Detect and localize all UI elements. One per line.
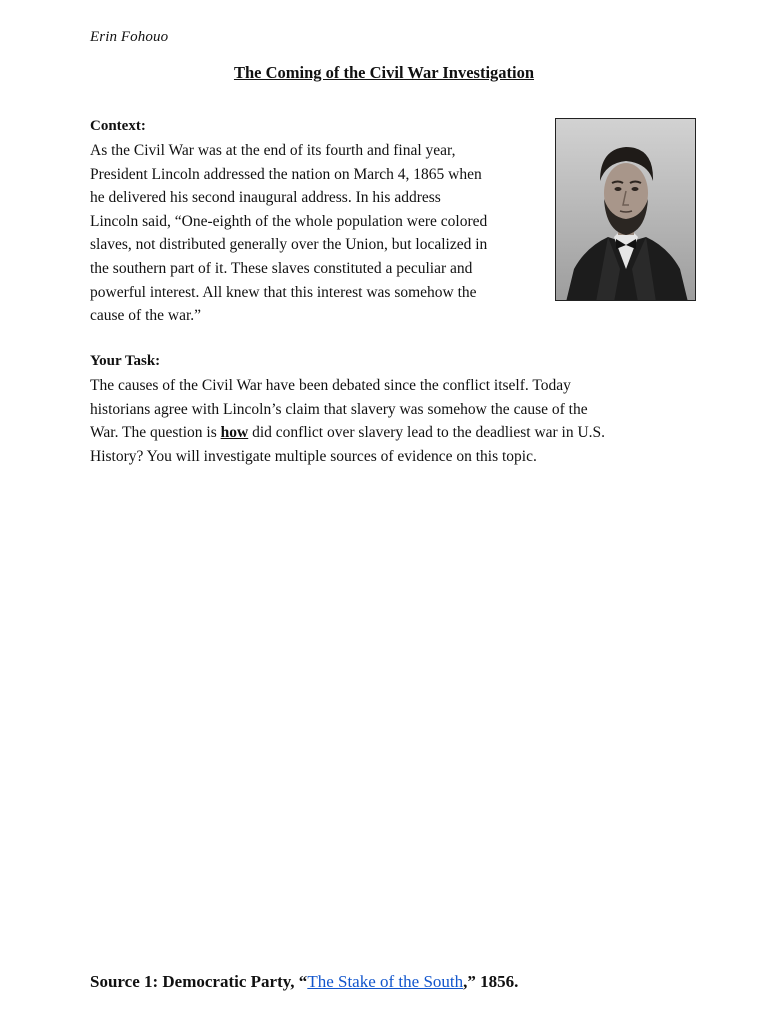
context-line: slaves, not distributed generally over the Union, but localized in <box>90 236 488 254</box>
context-line: he delivered his second inaugural address. In his address <box>90 189 441 207</box>
source-link[interactable]: The Stake of the South <box>307 972 464 991</box>
context-line: powerful interest. All knew that this interest was somehow the <box>90 283 477 301</box>
emphasized-word: how <box>220 424 249 442</box>
source-prefix: Source 1: Democratic Party, “ <box>90 972 308 991</box>
context-label: Context: <box>90 118 146 134</box>
context-line: Lincoln said, “One-eighth of the whole population were colored <box>90 212 488 230</box>
task-line: The causes of the Civil War have been debated since the conflict itself. Today <box>90 377 571 394</box>
task-line-text: War. The question is <box>90 424 221 442</box>
task-paragraph <box>90 374 690 468</box>
context-line: the southern part of it. These slaves constituted a peculiar and <box>90 259 473 277</box>
context-line: President Lincoln addressed the nation on March 4, 1865 when <box>90 165 482 183</box>
document-title: The Coming of the Civil War Investigation <box>233 63 535 82</box>
lincoln-portrait-image <box>555 118 696 301</box>
portrait-icon <box>556 119 696 301</box>
context-paragraph <box>90 139 552 328</box>
source-1-heading <box>90 972 518 992</box>
task-label: Your Task: <box>90 353 161 369</box>
context-line: cause of the war.” <box>90 307 202 325</box>
context-line: As the Civil War was at the end of its fourth and final year, <box>90 142 456 159</box>
task-line-text: did conflict over slavery lead to the deadliest war in U.S. <box>248 424 606 442</box>
author-name: Erin Fohouo <box>90 29 169 45</box>
task-line <box>90 421 690 445</box>
source-suffix: ,” 1856. <box>463 972 519 991</box>
task-line: History? You will investigate multiple sources of evidence on this topic. <box>90 447 537 465</box>
task-line: historians agree with Lincoln’s claim that slavery was somehow the cause of the <box>90 400 588 418</box>
